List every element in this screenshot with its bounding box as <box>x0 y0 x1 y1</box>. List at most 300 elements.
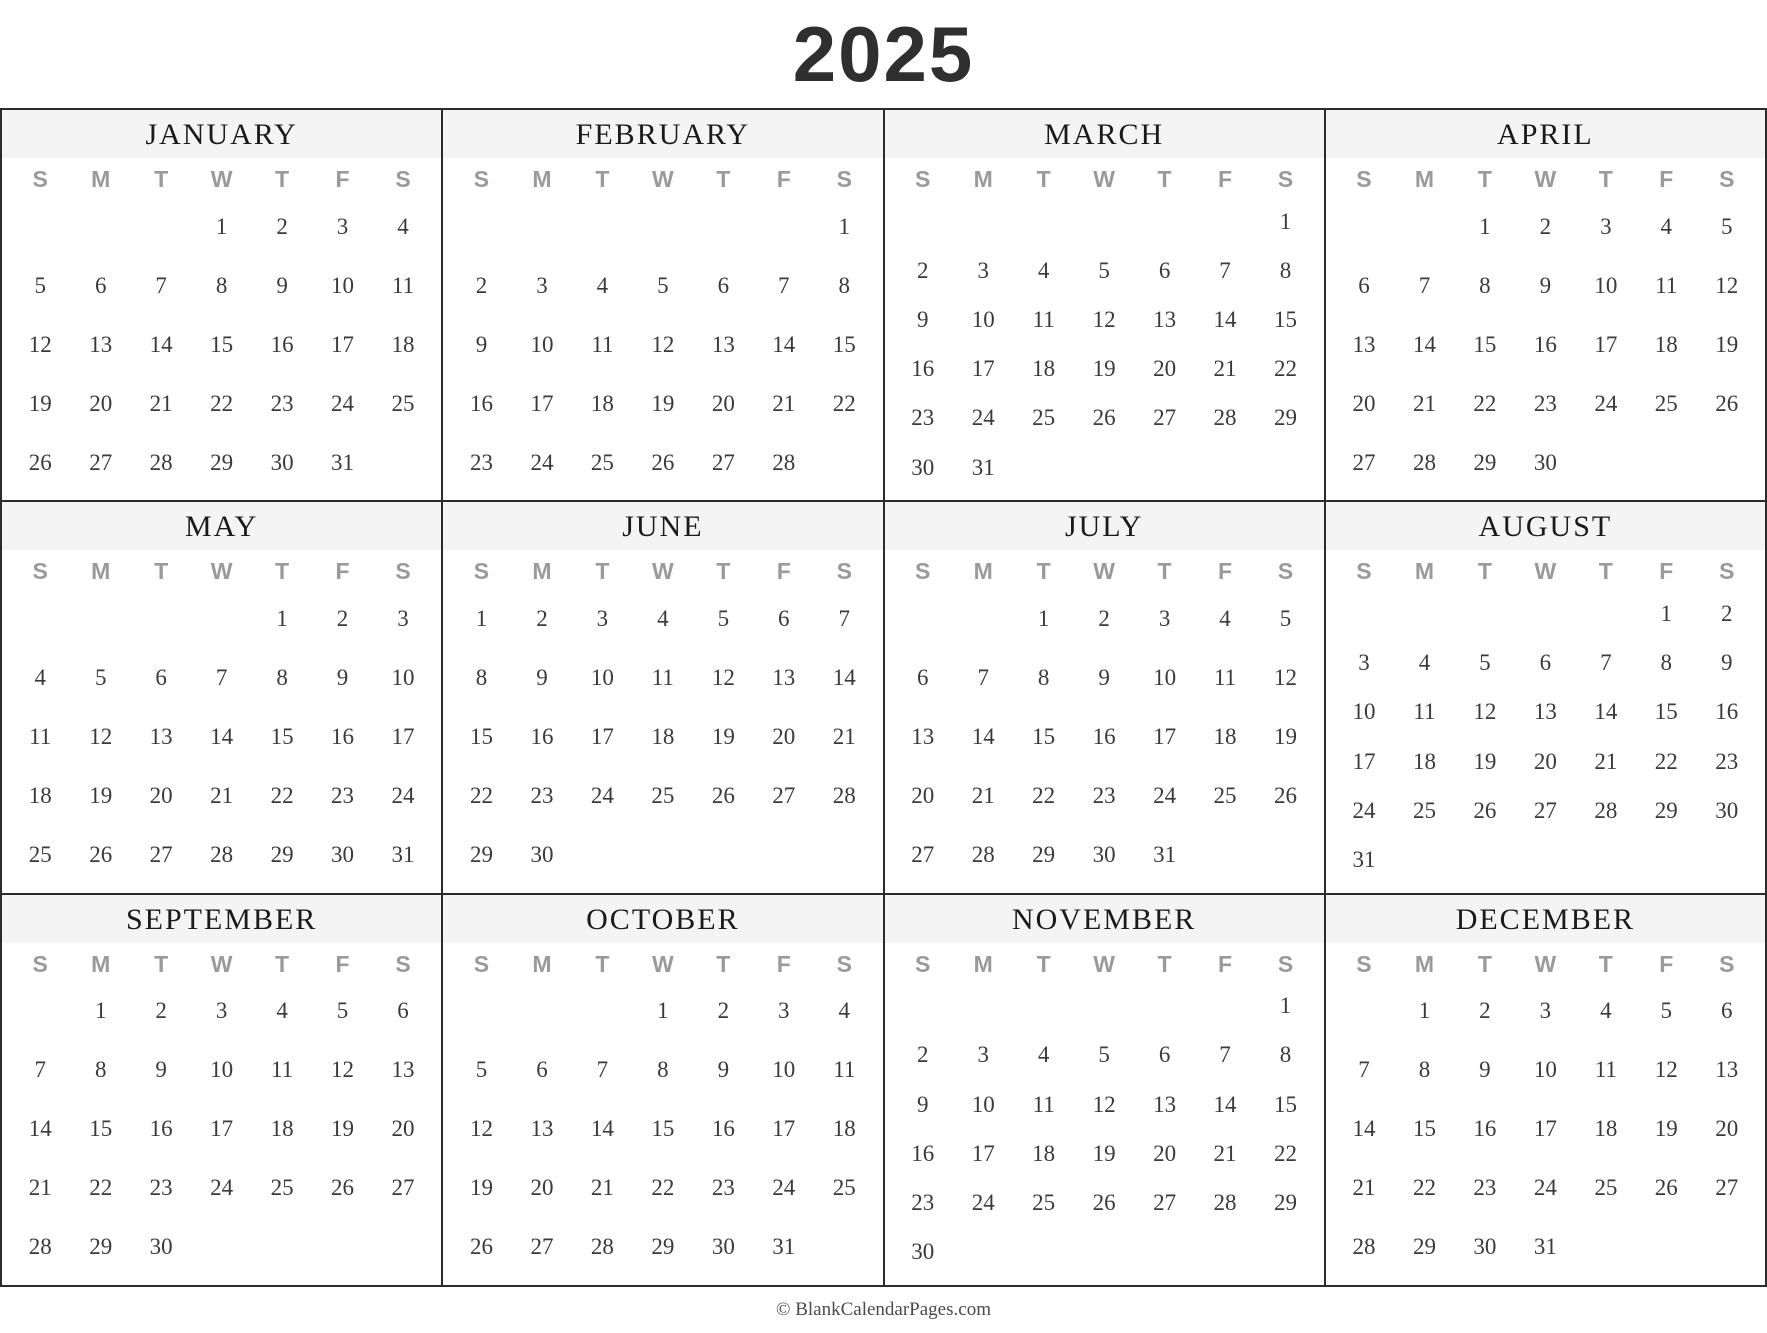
day-cell[interactable]: 9 <box>155 1057 167 1083</box>
day-cell[interactable]: 17 <box>530 390 554 416</box>
day-cell[interactable]: 31 <box>1533 1234 1557 1260</box>
day-cell[interactable]: 12 <box>89 723 113 749</box>
day-cell[interactable]: 15 <box>1473 331 1497 357</box>
day-cell[interactable]: 1 <box>276 605 288 631</box>
day-cell[interactable]: 7 <box>1219 257 1231 283</box>
day-cell[interactable]: 7 <box>1418 272 1431 298</box>
day-cell[interactable]: 26 <box>651 449 675 475</box>
day-cell[interactable]: 1 <box>94 998 107 1024</box>
day-cell[interactable]: 22 <box>89 1175 113 1201</box>
day-cell[interactable]: 14 <box>1213 307 1237 333</box>
day-cell[interactable]: 21 <box>832 723 856 749</box>
day-cell[interactable]: 21 <box>210 783 234 809</box>
day-cell[interactable]: 22 <box>1274 1140 1298 1166</box>
day-cell[interactable]: 11 <box>651 664 674 690</box>
day-cell[interactable]: 30 <box>911 454 935 480</box>
day-cell[interactable]: 28 <box>832 783 856 809</box>
day-cell[interactable]: 2 <box>475 272 488 298</box>
day-cell[interactable]: 19 <box>1274 723 1298 749</box>
day-cell[interactable]: 24 <box>590 783 614 809</box>
day-cell[interactable]: 11 <box>591 331 614 357</box>
day-cell[interactable]: 2 <box>336 605 349 631</box>
day-cell[interactable]: 19 <box>1092 1140 1116 1166</box>
day-cell[interactable]: 30 <box>1473 1234 1497 1260</box>
day-cell[interactable]: 7 <box>838 605 851 631</box>
day-cell[interactable]: 12 <box>331 1057 355 1083</box>
day-cell[interactable]: 20 <box>149 783 173 809</box>
day-cell[interactable]: 6 <box>1158 1042 1171 1068</box>
day-cell[interactable]: 10 <box>590 664 614 690</box>
day-cell[interactable]: 24 <box>971 405 995 431</box>
day-cell[interactable]: 28 <box>1213 405 1237 431</box>
day-cell[interactable]: 25 <box>391 390 415 416</box>
day-cell[interactable]: 7 <box>155 272 167 298</box>
day-cell[interactable]: 12 <box>711 664 735 690</box>
day-cell[interactable]: 17 <box>331 331 355 357</box>
day-cell[interactable]: 11 <box>391 272 415 298</box>
day-cell[interactable]: 28 <box>1412 449 1436 475</box>
day-cell[interactable]: 30 <box>149 1234 173 1260</box>
day-cell[interactable]: 26 <box>1092 405 1116 431</box>
day-cell[interactable]: 12 <box>469 1116 493 1142</box>
day-cell[interactable]: 4 <box>397 213 409 239</box>
day-cell[interactable]: 31 <box>772 1234 796 1260</box>
day-cell[interactable]: 13 <box>911 723 935 749</box>
day-cell[interactable]: 2 <box>1721 600 1733 626</box>
day-cell[interactable]: 5 <box>1098 1042 1110 1068</box>
day-cell[interactable]: 30 <box>1533 449 1557 475</box>
day-cell[interactable]: 19 <box>89 783 113 809</box>
day-cell[interactable]: 6 <box>778 605 790 631</box>
day-cell[interactable]: 4 <box>276 998 288 1024</box>
day-cell[interactable]: 17 <box>590 723 614 749</box>
day-cell[interactable]: 3 <box>397 605 409 631</box>
day-cell[interactable]: 5 <box>1479 650 1491 676</box>
day-cell[interactable]: 22 <box>651 1175 675 1201</box>
day-cell[interactable]: 8 <box>1279 257 1292 283</box>
day-cell[interactable]: 7 <box>1358 1057 1370 1083</box>
day-cell[interactable]: 18 <box>28 783 52 809</box>
day-cell[interactable]: 16 <box>911 356 935 382</box>
day-cell[interactable]: 6 <box>94 272 107 298</box>
day-cell[interactable]: 29 <box>1654 797 1678 823</box>
day-cell[interactable]: 30 <box>711 1234 735 1260</box>
day-cell[interactable]: 11 <box>271 1057 294 1083</box>
day-cell[interactable]: 5 <box>336 998 349 1024</box>
day-cell[interactable]: 28 <box>149 449 173 475</box>
day-cell[interactable]: 16 <box>530 723 554 749</box>
day-cell[interactable]: 8 <box>1479 272 1491 298</box>
day-cell[interactable]: 3 <box>536 272 548 298</box>
day-cell[interactable]: 29 <box>1274 405 1298 431</box>
day-cell[interactable]: 2 <box>155 998 167 1024</box>
day-cell[interactable]: 4 <box>657 605 669 631</box>
day-cell[interactable]: 3 <box>215 998 228 1024</box>
day-cell[interactable]: 28 <box>772 449 796 475</box>
day-cell[interactable]: 2 <box>276 213 288 239</box>
day-cell[interactable]: 15 <box>832 331 856 357</box>
day-cell[interactable]: 3 <box>977 257 989 283</box>
day-cell[interactable]: 15 <box>469 723 493 749</box>
day-cell[interactable]: 30 <box>331 842 355 868</box>
day-cell[interactable]: 17 <box>772 1116 796 1142</box>
day-cell[interactable]: 16 <box>149 1116 173 1142</box>
day-cell[interactable]: 1 <box>1418 998 1431 1024</box>
day-cell[interactable]: 14 <box>1594 699 1618 725</box>
day-cell[interactable]: 20 <box>1352 390 1376 416</box>
day-cell[interactable]: 5 <box>1279 605 1292 631</box>
day-cell[interactable]: 27 <box>1153 405 1177 431</box>
day-cell[interactable]: 1 <box>1479 213 1491 239</box>
day-cell[interactable]: 4 <box>1037 257 1050 283</box>
day-cell[interactable]: 26 <box>1473 797 1497 823</box>
day-cell[interactable]: 27 <box>1533 797 1557 823</box>
day-cell[interactable]: 4 <box>1037 1042 1050 1068</box>
day-cell[interactable]: 1 <box>838 213 851 239</box>
day-cell[interactable]: 10 <box>210 1057 234 1083</box>
day-cell[interactable]: 20 <box>530 1175 554 1201</box>
day-cell[interactable]: 21 <box>28 1175 52 1201</box>
day-cell[interactable]: 6 <box>397 998 409 1024</box>
day-cell[interactable]: 29 <box>270 842 294 868</box>
day-cell[interactable]: 22 <box>1654 748 1678 774</box>
day-cell[interactable]: 21 <box>1352 1175 1376 1201</box>
day-cell[interactable]: 30 <box>1092 842 1116 868</box>
day-cell[interactable]: 5 <box>1721 213 1733 239</box>
day-cell[interactable]: 14 <box>1352 1116 1376 1142</box>
day-cell[interactable]: 3 <box>778 998 790 1024</box>
day-cell[interactable]: 21 <box>971 783 995 809</box>
day-cell[interactable]: 23 <box>1715 748 1739 774</box>
day-cell[interactable]: 10 <box>971 307 995 333</box>
day-cell[interactable]: 16 <box>711 1116 735 1142</box>
day-cell[interactable]: 5 <box>717 605 730 631</box>
day-cell[interactable]: 24 <box>1352 797 1376 823</box>
day-cell[interactable]: 8 <box>657 1057 669 1083</box>
day-cell[interactable]: 16 <box>911 1140 935 1166</box>
day-cell[interactable]: 17 <box>1153 723 1177 749</box>
day-cell[interactable]: 5 <box>1098 257 1110 283</box>
day-cell[interactable]: 18 <box>1594 1116 1618 1142</box>
day-cell[interactable]: 8 <box>838 272 851 298</box>
day-cell[interactable]: 7 <box>1219 1042 1231 1068</box>
day-cell[interactable]: 15 <box>270 723 294 749</box>
day-cell[interactable]: 2 <box>536 605 548 631</box>
day-cell[interactable]: 29 <box>1473 449 1497 475</box>
day-cell[interactable]: 15 <box>210 331 234 357</box>
day-cell[interactable]: 10 <box>1594 272 1618 298</box>
day-cell[interactable]: 30 <box>1715 797 1739 823</box>
day-cell[interactable]: 20 <box>1715 1116 1739 1142</box>
day-cell[interactable]: 6 <box>536 1057 548 1083</box>
day-cell[interactable]: 4 <box>1600 998 1612 1024</box>
day-cell[interactable]: 14 <box>210 723 234 749</box>
day-cell[interactable]: 28 <box>971 842 995 868</box>
day-cell[interactable]: 26 <box>89 842 113 868</box>
day-cell[interactable]: 11 <box>1594 1057 1617 1083</box>
day-cell[interactable]: 14 <box>832 664 856 690</box>
day-cell[interactable]: 18 <box>1032 356 1056 382</box>
day-cell[interactable]: 16 <box>1533 331 1557 357</box>
day-cell[interactable]: 8 <box>1418 1057 1431 1083</box>
day-cell[interactable]: 11 <box>1213 664 1237 690</box>
day-cell[interactable]: 7 <box>977 664 989 690</box>
day-cell[interactable]: 24 <box>391 783 415 809</box>
day-cell[interactable]: 27 <box>149 842 173 868</box>
day-cell[interactable]: 14 <box>1213 1091 1237 1117</box>
day-cell[interactable]: 2 <box>1539 213 1552 239</box>
day-cell[interactable]: 7 <box>34 1057 46 1083</box>
day-cell[interactable]: 11 <box>1032 1091 1055 1117</box>
day-cell[interactable]: 19 <box>1092 356 1116 382</box>
day-cell[interactable]: 15 <box>1654 699 1678 725</box>
day-cell[interactable]: 23 <box>1473 1175 1497 1201</box>
day-cell[interactable]: 2 <box>1098 605 1110 631</box>
day-cell[interactable]: 22 <box>1412 1175 1436 1201</box>
day-cell[interactable]: 9 <box>276 272 288 298</box>
day-cell[interactable]: 8 <box>1660 650 1673 676</box>
day-cell[interactable]: 13 <box>1153 307 1177 333</box>
day-cell[interactable]: 5 <box>94 664 107 690</box>
day-cell[interactable]: 24 <box>210 1175 234 1201</box>
day-cell[interactable]: 21 <box>772 390 796 416</box>
day-cell[interactable]: 15 <box>89 1116 113 1142</box>
day-cell[interactable]: 18 <box>590 390 614 416</box>
day-cell[interactable]: 13 <box>530 1116 554 1142</box>
day-cell[interactable]: 29 <box>89 1234 113 1260</box>
day-cell[interactable]: 25 <box>590 449 614 475</box>
day-cell[interactable]: 26 <box>469 1234 493 1260</box>
day-cell[interactable]: 8 <box>1037 664 1050 690</box>
day-cell[interactable]: 9 <box>1721 650 1733 676</box>
day-cell[interactable]: 18 <box>832 1116 856 1142</box>
day-cell[interactable]: 28 <box>28 1234 52 1260</box>
day-cell[interactable]: 2 <box>717 998 730 1024</box>
day-cell[interactable]: 20 <box>772 723 796 749</box>
day-cell[interactable]: 1 <box>475 605 488 631</box>
day-cell[interactable]: 1 <box>657 998 669 1024</box>
day-cell[interactable]: 4 <box>1660 213 1673 239</box>
day-cell[interactable]: 24 <box>1594 390 1618 416</box>
day-cell[interactable]: 18 <box>651 723 675 749</box>
day-cell[interactable]: 25 <box>1032 405 1056 431</box>
day-cell[interactable]: 10 <box>530 331 554 357</box>
day-cell[interactable]: 12 <box>1274 664 1298 690</box>
day-cell[interactable]: 8 <box>215 272 228 298</box>
day-cell[interactable]: 8 <box>1279 1042 1292 1068</box>
day-cell[interactable]: 29 <box>1412 1234 1436 1260</box>
day-cell[interactable]: 13 <box>1533 699 1557 725</box>
day-cell[interactable]: 18 <box>391 331 415 357</box>
day-cell[interactable]: 19 <box>28 390 52 416</box>
day-cell[interactable]: 7 <box>596 1057 609 1083</box>
day-cell[interactable]: 3 <box>977 1042 989 1068</box>
day-cell[interactable]: 2 <box>1479 998 1491 1024</box>
day-cell[interactable]: 3 <box>596 605 609 631</box>
day-cell[interactable]: 14 <box>1412 331 1436 357</box>
day-cell[interactable]: 22 <box>1473 390 1497 416</box>
day-cell[interactable]: 21 <box>1412 390 1436 416</box>
day-cell[interactable]: 25 <box>832 1175 856 1201</box>
day-cell[interactable]: 19 <box>651 390 675 416</box>
day-cell[interactable]: 3 <box>1358 650 1370 676</box>
day-cell[interactable]: 19 <box>1473 748 1497 774</box>
day-cell[interactable]: 9 <box>916 1091 929 1117</box>
day-cell[interactable]: 31 <box>331 449 355 475</box>
day-cell[interactable]: 19 <box>711 723 735 749</box>
day-cell[interactable]: 22 <box>469 783 493 809</box>
day-cell[interactable]: 27 <box>1715 1175 1739 1201</box>
day-cell[interactable]: 18 <box>1032 1140 1056 1166</box>
day-cell[interactable]: 2 <box>916 257 929 283</box>
day-cell[interactable]: 15 <box>1274 1091 1298 1117</box>
day-cell[interactable]: 1 <box>1279 993 1292 1019</box>
day-cell[interactable]: 13 <box>1715 1057 1739 1083</box>
day-cell[interactable]: 4 <box>596 272 609 298</box>
day-cell[interactable]: 23 <box>911 405 935 431</box>
day-cell[interactable]: 28 <box>1352 1234 1376 1260</box>
day-cell[interactable]: 29 <box>651 1234 675 1260</box>
day-cell[interactable]: 4 <box>1219 605 1231 631</box>
day-cell[interactable]: 9 <box>1539 272 1552 298</box>
day-cell[interactable]: 3 <box>1600 213 1612 239</box>
day-cell[interactable]: 5 <box>475 1057 488 1083</box>
day-cell[interactable]: 29 <box>210 449 234 475</box>
day-cell[interactable]: 1 <box>1037 605 1050 631</box>
day-cell[interactable]: 26 <box>1715 390 1739 416</box>
day-cell[interactable]: 13 <box>149 723 173 749</box>
day-cell[interactable]: 28 <box>590 1234 614 1260</box>
day-cell[interactable]: 20 <box>1153 1140 1177 1166</box>
day-cell[interactable]: 18 <box>1412 748 1436 774</box>
day-cell[interactable]: 27 <box>89 449 113 475</box>
day-cell[interactable]: 6 <box>1358 272 1370 298</box>
day-cell[interactable]: 8 <box>276 664 288 690</box>
day-cell[interactable]: 14 <box>971 723 995 749</box>
day-cell[interactable]: 10 <box>1153 664 1177 690</box>
day-cell[interactable]: 28 <box>1213 1190 1237 1216</box>
day-cell[interactable]: 12 <box>1715 272 1739 298</box>
day-cell[interactable]: 10 <box>391 664 415 690</box>
day-cell[interactable]: 16 <box>1715 699 1739 725</box>
day-cell[interactable]: 9 <box>717 1057 730 1083</box>
day-cell[interactable]: 18 <box>1654 331 1678 357</box>
day-cell[interactable]: 9 <box>1098 664 1110 690</box>
day-cell[interactable]: 19 <box>1715 331 1739 357</box>
day-cell[interactable]: 21 <box>1594 748 1618 774</box>
day-cell[interactable]: 28 <box>1594 797 1618 823</box>
day-cell[interactable]: 12 <box>28 331 52 357</box>
day-cell[interactable]: 19 <box>331 1116 355 1142</box>
day-cell[interactable]: 26 <box>1092 1190 1116 1216</box>
day-cell[interactable]: 10 <box>1533 1057 1557 1083</box>
day-cell[interactable]: 29 <box>1032 842 1056 868</box>
day-cell[interactable]: 26 <box>711 783 735 809</box>
day-cell[interactable]: 20 <box>89 390 113 416</box>
day-cell[interactable]: 23 <box>149 1175 173 1201</box>
day-cell[interactable]: 1 <box>1660 600 1673 626</box>
day-cell[interactable]: 22 <box>1274 356 1298 382</box>
day-cell[interactable]: 25 <box>270 1175 294 1201</box>
day-cell[interactable]: 4 <box>838 998 851 1024</box>
day-cell[interactable]: 11 <box>1655 272 1678 298</box>
day-cell[interactable]: 25 <box>1594 1175 1618 1201</box>
day-cell[interactable]: 30 <box>530 842 554 868</box>
day-cell[interactable]: 10 <box>1352 699 1376 725</box>
day-cell[interactable]: 10 <box>331 272 355 298</box>
day-cell[interactable]: 21 <box>149 390 173 416</box>
day-cell[interactable]: 13 <box>772 664 796 690</box>
day-cell[interactable]: 6 <box>916 664 929 690</box>
day-cell[interactable]: 17 <box>210 1116 234 1142</box>
day-cell[interactable]: 25 <box>1213 783 1237 809</box>
day-cell[interactable]: 16 <box>331 723 355 749</box>
day-cell[interactable]: 12 <box>1473 699 1497 725</box>
day-cell[interactable]: 22 <box>1032 783 1056 809</box>
day-cell[interactable]: 2 <box>916 1042 929 1068</box>
day-cell[interactable]: 29 <box>1274 1190 1298 1216</box>
day-cell[interactable]: 30 <box>911 1239 935 1265</box>
day-cell[interactable]: 15 <box>1032 723 1056 749</box>
day-cell[interactable]: 20 <box>911 783 935 809</box>
day-cell[interactable]: 27 <box>911 842 935 868</box>
day-cell[interactable]: 23 <box>711 1175 735 1201</box>
day-cell[interactable]: 26 <box>1654 1175 1678 1201</box>
day-cell[interactable]: 21 <box>1213 1140 1237 1166</box>
day-cell[interactable]: 14 <box>590 1116 614 1142</box>
day-cell[interactable]: 14 <box>149 331 173 357</box>
day-cell[interactable]: 7 <box>1600 650 1612 676</box>
day-cell[interactable]: 6 <box>155 664 167 690</box>
day-cell[interactable]: 17 <box>1352 748 1376 774</box>
day-cell[interactable]: 14 <box>772 331 796 357</box>
day-cell[interactable]: 24 <box>1153 783 1177 809</box>
day-cell[interactable]: 15 <box>1274 307 1298 333</box>
day-cell[interactable]: 11 <box>833 1057 856 1083</box>
day-cell[interactable]: 16 <box>1092 723 1116 749</box>
day-cell[interactable]: 12 <box>1654 1057 1678 1083</box>
day-cell[interactable]: 9 <box>536 664 548 690</box>
day-cell[interactable]: 7 <box>778 272 790 298</box>
day-cell[interactable]: 1 <box>215 213 228 239</box>
day-cell[interactable]: 17 <box>971 356 995 382</box>
day-cell[interactable]: 17 <box>971 1140 995 1166</box>
day-cell[interactable]: 17 <box>1533 1116 1557 1142</box>
day-cell[interactable]: 24 <box>1533 1175 1557 1201</box>
day-cell[interactable]: 9 <box>336 664 349 690</box>
day-cell[interactable]: 6 <box>1158 257 1171 283</box>
day-cell[interactable]: 23 <box>911 1190 935 1216</box>
day-cell[interactable]: 27 <box>1352 449 1376 475</box>
day-cell[interactable]: 17 <box>391 723 415 749</box>
day-cell[interactable]: 26 <box>28 449 52 475</box>
day-cell[interactable]: 31 <box>971 454 995 480</box>
day-cell[interactable]: 5 <box>1660 998 1673 1024</box>
day-cell[interactable]: 22 <box>832 390 856 416</box>
day-cell[interactable]: 19 <box>469 1175 493 1201</box>
day-cell[interactable]: 8 <box>475 664 488 690</box>
day-cell[interactable]: 17 <box>1594 331 1618 357</box>
day-cell[interactable]: 13 <box>1153 1091 1177 1117</box>
day-cell[interactable]: 18 <box>270 1116 294 1142</box>
day-cell[interactable]: 23 <box>530 783 554 809</box>
day-cell[interactable]: 30 <box>270 449 294 475</box>
day-cell[interactable]: 11 <box>1413 699 1436 725</box>
day-cell[interactable]: 6 <box>717 272 730 298</box>
day-cell[interactable]: 24 <box>772 1175 796 1201</box>
day-cell[interactable]: 26 <box>1274 783 1298 809</box>
day-cell[interactable]: 21 <box>590 1175 614 1201</box>
